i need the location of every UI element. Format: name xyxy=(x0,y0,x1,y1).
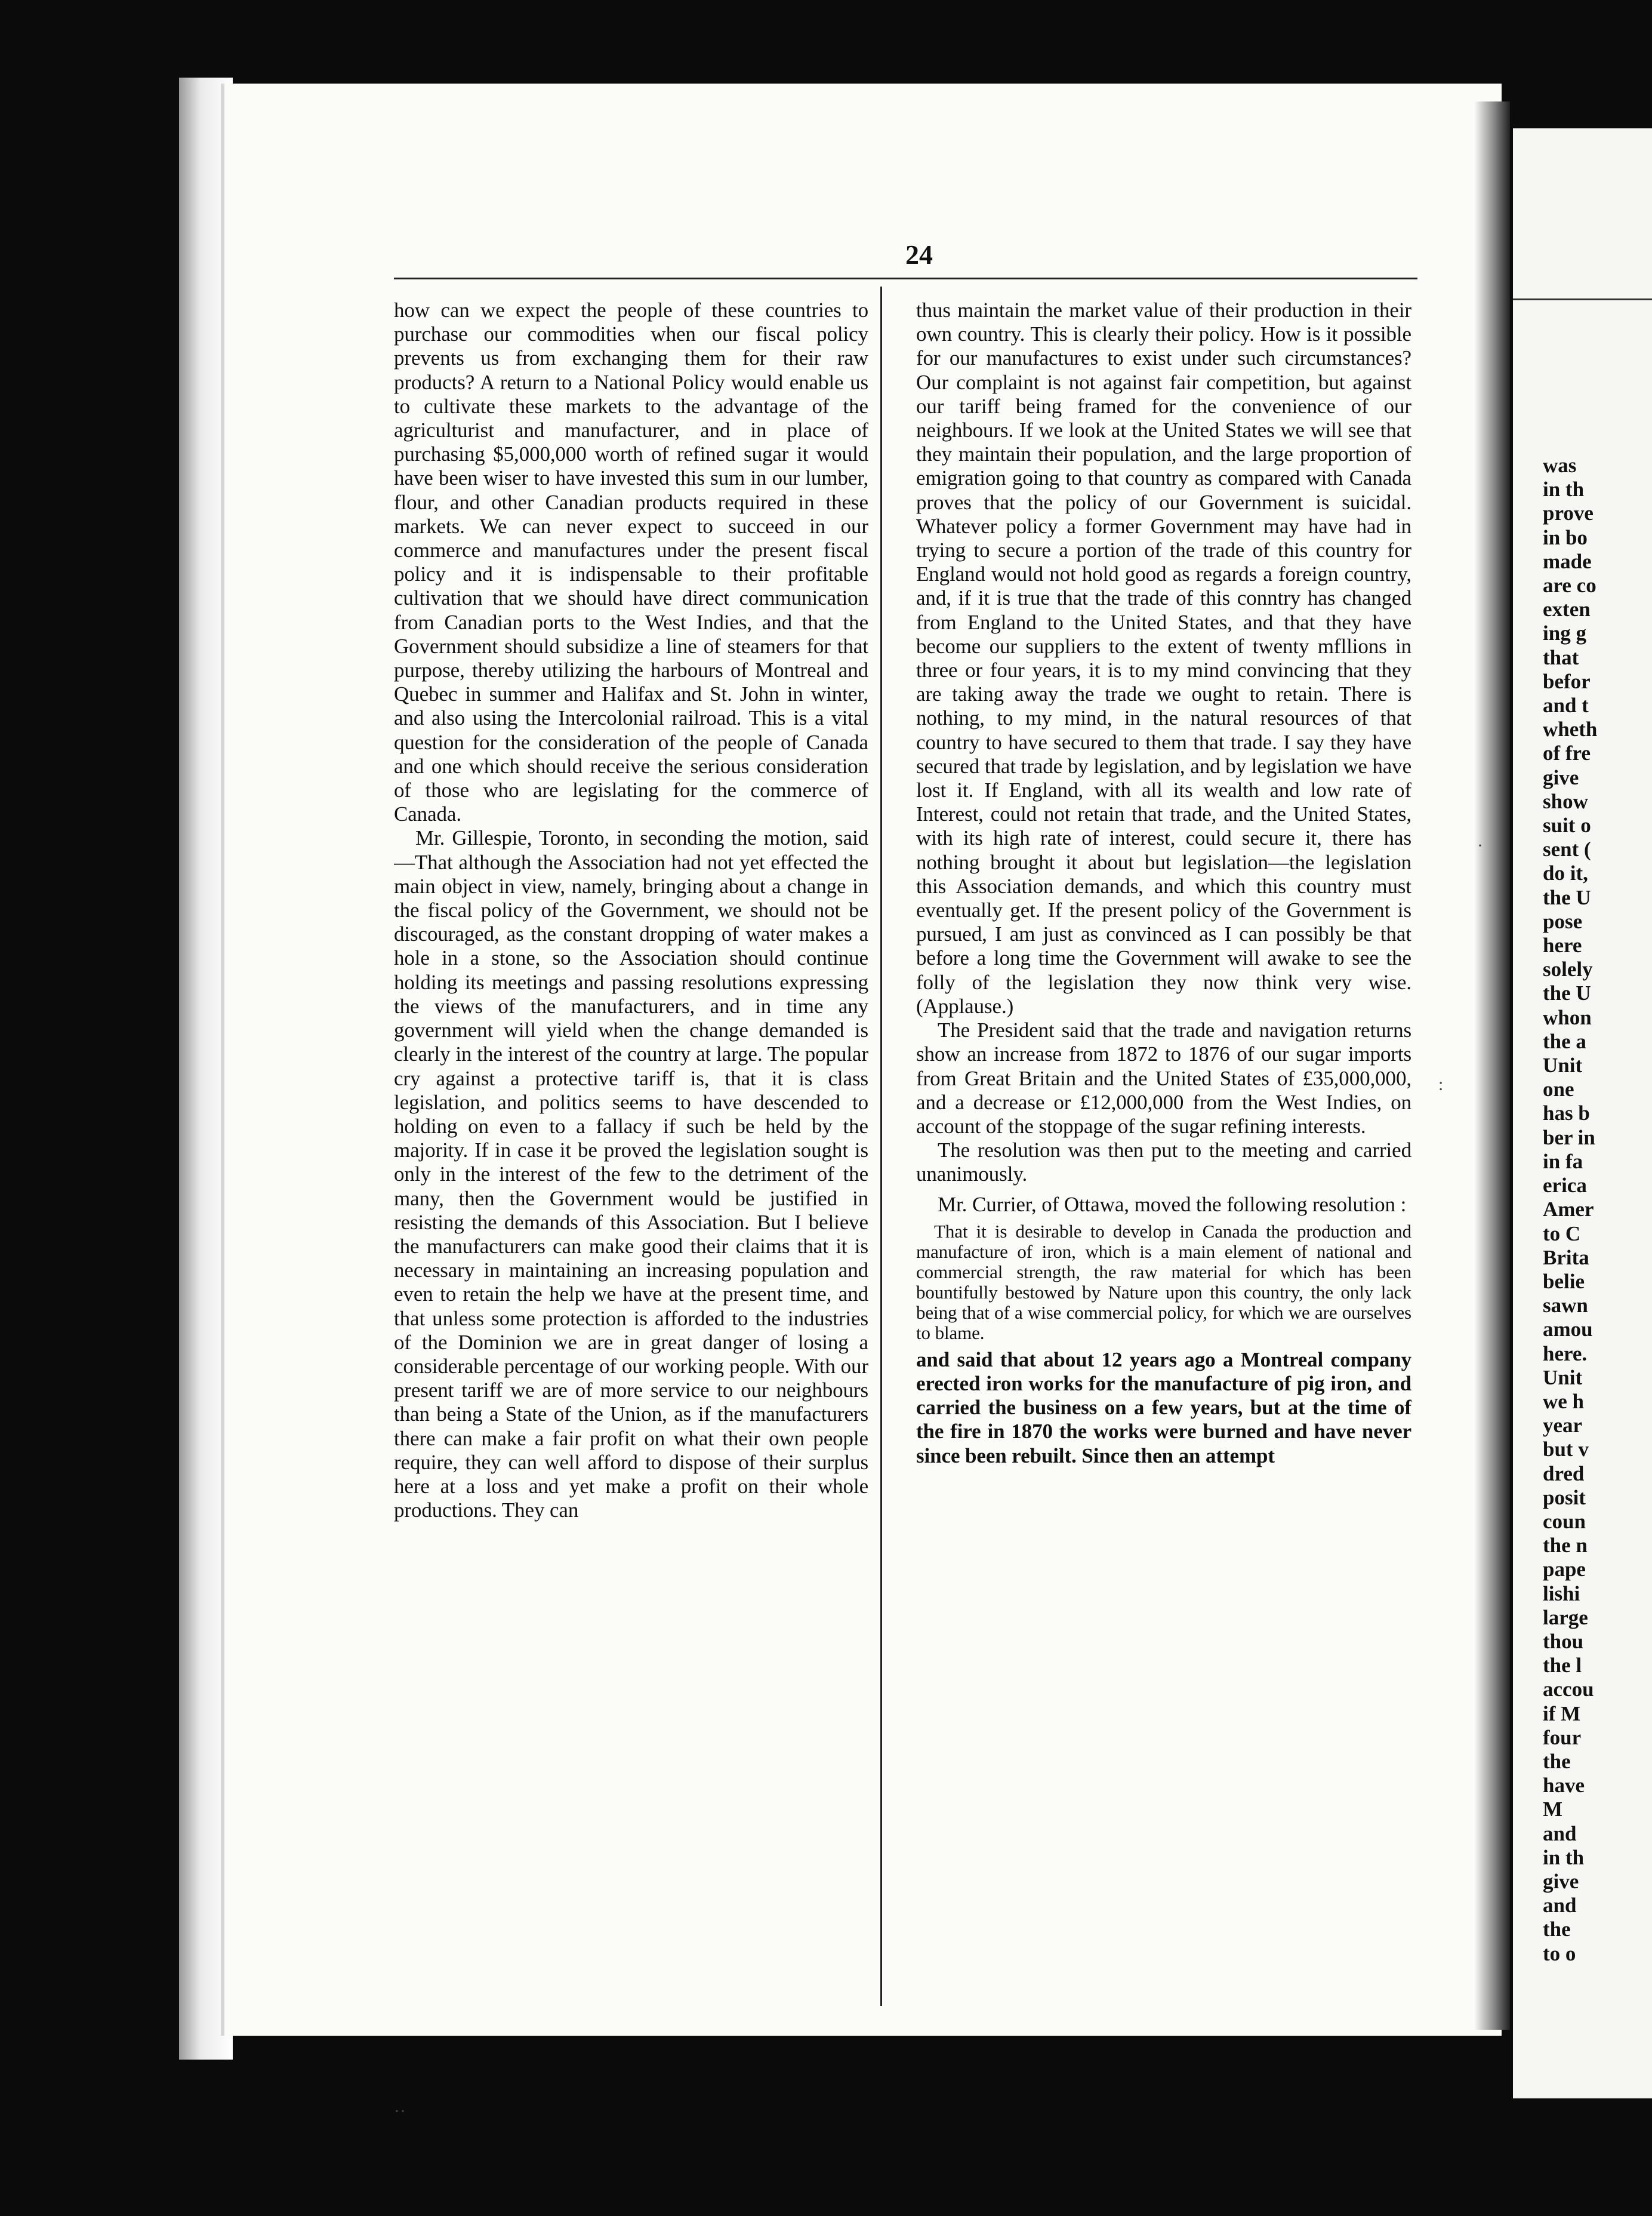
header-rule xyxy=(394,278,1417,279)
right-paragraph-4: Mr. Currier, of Ottawa, moved the following resolution : xyxy=(938,1192,1407,1216)
facing-page-fragment: posit xyxy=(1543,1485,1586,1509)
facing-page-fragment: the xyxy=(1543,1749,1571,1773)
facing-page-fragment: the l xyxy=(1543,1654,1582,1678)
facing-page-fragment: give xyxy=(1543,765,1579,789)
facing-page xyxy=(1513,128,1652,2098)
facing-page-fragment: one xyxy=(1543,1078,1574,1101)
facing-page-fragment: whon xyxy=(1543,1005,1592,1029)
facing-page-fragment: of fre xyxy=(1543,741,1591,765)
resolution-quote: That it is desirable to develop in Canada the production and manufacture of iron, which is a main element of national and commercial strength, the raw material for which has been bountifully bestowed by Nature upon this country, the only lack being that of a wise commercial policy, for which we are ourselves to blame. xyxy=(916,1220,1411,1343)
facing-page-fragment: amou xyxy=(1543,1318,1593,1341)
facing-page-fragment: prove xyxy=(1543,501,1594,525)
scan-speck: ·· xyxy=(394,2101,406,2121)
facing-page-fragment: was xyxy=(1543,454,1577,477)
facing-page-fragment: we h xyxy=(1543,1389,1585,1413)
column-divider xyxy=(880,287,882,2006)
facing-page-fragment: ber in xyxy=(1543,1125,1595,1149)
facing-page-fragment: sent ( xyxy=(1543,838,1591,861)
facing-page-fragment: thou xyxy=(1543,1629,1584,1653)
facing-page-fragment: the xyxy=(1543,1918,1571,1941)
facing-page-fragment: coun xyxy=(1543,1509,1586,1533)
facing-page-fragment: to o xyxy=(1543,1941,1576,1965)
facing-page-fragment: solely xyxy=(1543,958,1593,981)
right-paragraph-1: thus maintain the market value of their production in their own country. This is clearly their policy. How is it possible for our manufactures to exist under such circumstances? Our complaint is not against fair competition, but against our tariff being framed for the convenience of our neighbours. If we look at the United States we will see that they maintain their population, and the large proportion of emigration going to that country as compared with Canada proves that the policy of our Government is suicidal. Whatever policy a former Government may have had in trying to secure a portion of the trade of this country for England would not hold good as regards a foreign country, and, if it is true that the trade of this conntry has changed from England to the United States, and that they have become our suppliers to the extent of twenty mfllions in three or four years, it is to my mind convincing that they are taking away the trade we ought to retain. There is nothing, to my mind, in the natural resources of that country to have secured to them that trade. I say they have secured that trade by legislation, and by legislation we have lost it. If England, with all its wealth and low rate of Interest, could not retain that trade, and the United States, with its high rate of interest, could secure it, there has nothing brought it about but legislation—the legislation this Association demands, and which this country must eventually get. If the present policy of the Government is pursued, I am just as convinced as I can possibly be that before a long time the Government will awake to see the folly of the legislation they now think very wise. (Applause.) xyxy=(916,298,1411,1018)
facing-page-fragment: the n xyxy=(1543,1534,1588,1558)
facing-page-fragment: have xyxy=(1543,1774,1585,1798)
scan-speck: · xyxy=(1477,836,1483,855)
facing-page-fragment: pose xyxy=(1543,909,1583,933)
facing-page-fragment: belie xyxy=(1543,1269,1585,1293)
facing-page-fragment: accou xyxy=(1543,1678,1594,1701)
facing-page-fragments xyxy=(1513,454,1597,1966)
facing-page-fragment: wheth xyxy=(1543,718,1598,741)
facing-page-fragment: Amer xyxy=(1543,1198,1594,1221)
facing-page-fragment: and xyxy=(1543,1894,1577,1918)
left-paragraph-2: Mr. Gillespie, Toronto, in seconding the motion, said—That although the Association had not yet effected the main object in view, namely, bringing about a change in the fiscal policy of the Government, we should not be discouraged, as the constant dropping of water makes a hole in a stone, so the Association should continue holding its meetings and passing resolutions expressing the views of the manufacturers, and in time any government will yield when the change demanded is clearly in the interest of the country at large. The popular cry against a protective tariff is, that it is class legislation, and politics seems to have descended to holding on even to a fallacy if such be held by the majority. If in case it be proved the legislation sought is only in the interest of the few to the detriment of the many, then the Government would be justified in resisting the demands of this Association. But I believe the manufacturers can make good their claims that it is necessary in maintaining an increasing population and even to retain the help we have at the present time, and that unless some protection is afforded to the industries of the Dominion we are in great danger of losing a considerable percentage of our working people. With our present tariff we are of more service to our neighbours than being a State of the Union, as if the manufacturers there can make a fair profit on what their own people require, they can well afford to dispose of their surplus here at a loss and yet make a profit on their whole productions. They can xyxy=(394,826,868,1522)
facing-page-fragment: here xyxy=(1543,934,1582,958)
facing-page-fragment: lishi xyxy=(1543,1581,1580,1605)
facing-page-fragment: four xyxy=(1543,1725,1582,1749)
facing-page-fragment: Unit xyxy=(1543,1365,1583,1389)
facing-page-fragment: Brita xyxy=(1543,1245,1589,1269)
right-column xyxy=(916,298,1411,2018)
facing-page-fragment: show xyxy=(1543,789,1588,813)
facing-page-fragment: do it, xyxy=(1543,861,1588,885)
right-paragraph-3: The resolution was then put to the meeting and carried unanimously. xyxy=(916,1138,1411,1186)
facing-page-rule xyxy=(1513,298,1652,300)
facing-page-fragment: suit o xyxy=(1543,814,1591,838)
right-paragraph-2: The President said that the trade and navigation returns show an increase from 1872 to 1876 of our sugar imports from Great Britain and the United States of £35,000,000, and a decrease or £12,000,000 from the West Indies, on account of the stoppage of the sugar refining interests. xyxy=(916,1018,1411,1138)
facing-page-fragment: the U xyxy=(1543,885,1591,909)
facing-page-fragment: year xyxy=(1543,1414,1583,1438)
facing-page-fragment: befor xyxy=(1543,669,1591,693)
left-column xyxy=(394,298,868,2018)
facing-page-fragment: Unit xyxy=(1543,1054,1583,1078)
facing-page-fragment: and xyxy=(1543,1821,1577,1845)
facing-page-fragment: and t xyxy=(1543,694,1589,718)
facing-page-fragment: in th xyxy=(1543,478,1585,501)
facing-page-fragment: are co xyxy=(1543,574,1596,598)
book-gutter xyxy=(1474,101,1510,2030)
right-closing-paragraph: and said that about 12 years ago a Montreal company erected iron works for the manufacture of pig iron, and carried the business on a few years, but at the time of the fire in 1870 the works were burned and have never since been rebuilt. Since then an attempt xyxy=(916,1347,1411,1467)
facing-page-fragment: that xyxy=(1543,645,1579,669)
facing-page-fragment: the U xyxy=(1543,981,1591,1005)
facing-page-fragment: made xyxy=(1543,549,1592,573)
facing-page-fragment: exten xyxy=(1543,598,1591,621)
facing-page-fragment: if M xyxy=(1543,1701,1581,1725)
facing-page-fragment: the a xyxy=(1543,1029,1586,1053)
facing-page-fragment: pape xyxy=(1543,1558,1586,1581)
facing-page-fragment: but v xyxy=(1543,1438,1589,1461)
left-paragraph-1: how can we expect the people of these countries to purchase our commodities when our fiscal policy prevents us from exchanging them for their raw products? A return to a National Policy would enable us to cultivate these markets to the advantage of the agriculturist and manufacturer, and in place of purchasing $5,000,000 worth of refined sugar it would have been wiser to have invested this sum in our lumber, flour, and other Canadian products required in these markets. We can never expect to succeed in our commerce and manufactures under the present fiscal policy and it is indispensable to their profitable cultivation that we should have direct communication from Canadian ports to the West Indies, and that the Government should subsidize a line of steamers for that purpose, thereby utilizing the harbours of Montreal and Quebec in summer and Halifax and St. John in winter, and also using the Intercolonial railroad. This is a vital question for the consideration of the people of Canada and one which should receive the serious consideration of those who are legislating for the commerce of Canada. xyxy=(394,298,868,826)
facing-page-fragment: here. xyxy=(1543,1341,1588,1365)
facing-page-fragment: ing g xyxy=(1543,621,1586,645)
facing-page-fragment: to C xyxy=(1543,1221,1581,1245)
scan-speck: : xyxy=(1438,1075,1444,1094)
facing-page-fragment: dred xyxy=(1543,1461,1585,1485)
facing-page-fragment: give xyxy=(1543,1869,1579,1893)
facing-page-fragment: in bo xyxy=(1543,525,1588,549)
page-number: 24 xyxy=(905,239,933,270)
facing-page-fragment: M xyxy=(1543,1798,1563,1821)
facing-page-fragment: large xyxy=(1543,1605,1588,1629)
facing-page-fragment: sawn xyxy=(1543,1294,1588,1318)
facing-page-fragment: in th xyxy=(1543,1845,1585,1869)
facing-page-fragment: in fa xyxy=(1543,1149,1583,1173)
facing-page-fragment: erica xyxy=(1543,1174,1587,1198)
facing-page-fragment: has b xyxy=(1543,1101,1590,1125)
